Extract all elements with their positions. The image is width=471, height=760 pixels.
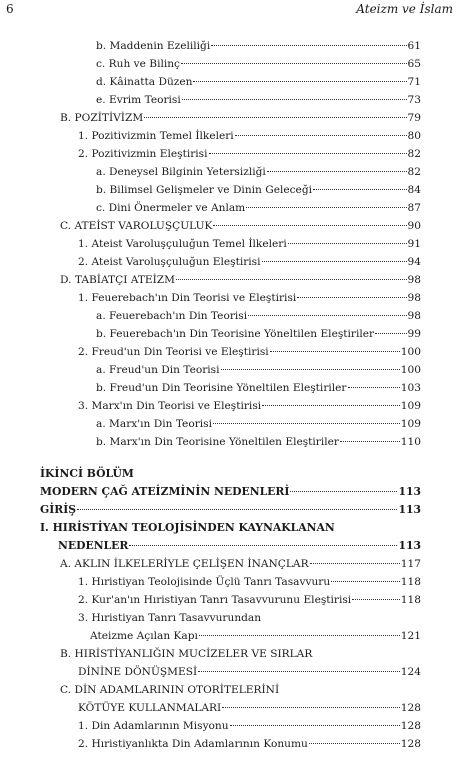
- toc-entry: [78, 611, 421, 625]
- toc-entry: [96, 75, 421, 89]
- toc-entry: [96, 417, 421, 431]
- toc-entry: [78, 237, 421, 251]
- dot-leader: [248, 315, 406, 316]
- dot-leader: [230, 725, 400, 726]
- toc-entry-title: D. TABİATÇI ATEİZM: [60, 274, 176, 286]
- toc-entry-page: 87: [407, 202, 421, 214]
- toc-entry: [90, 629, 421, 643]
- toc-entry-page: 103: [400, 382, 421, 394]
- toc-entry: [40, 485, 421, 499]
- toc-entry-title: a. Freud'un Din Teorisi: [96, 364, 220, 376]
- toc-entry-title: a. Marx'ın Din Teorisi: [96, 418, 212, 430]
- toc-entry-page: 94: [407, 256, 421, 268]
- dot-leader: [310, 563, 400, 564]
- toc-entry: [40, 467, 421, 481]
- toc-entry-title: 2. Pozitivizmin Eleştirisi: [78, 148, 208, 160]
- toc-entry-title: GİRİŞ: [40, 503, 77, 516]
- dot-leader: [262, 261, 407, 262]
- toc-entry: [78, 147, 421, 161]
- toc-entry-title: 1. Ateist Varoluşçuluğun Temel İlkeleri: [78, 238, 287, 250]
- dot-leader: [235, 135, 407, 136]
- toc-entry-page: 113: [398, 485, 421, 498]
- dot-leader: [331, 581, 400, 582]
- toc-entry-title: Ateizme Açılan Kapı: [90, 630, 198, 642]
- toc-entry-title: KÖTÜYE KULLANMALARI: [78, 702, 222, 714]
- toc-entry: [96, 201, 421, 215]
- toc-entry: [78, 665, 421, 679]
- toc-entry: [78, 399, 421, 413]
- dot-leader: [222, 707, 400, 708]
- running-title: Ateizm ve İslam: [356, 2, 453, 16]
- toc-entry: [60, 557, 421, 571]
- toc-entry-page: 98: [407, 310, 421, 322]
- dot-leader: [199, 635, 400, 636]
- toc-entry-title: B. POZİTİVİZM: [60, 112, 144, 124]
- toc-entry-page: 109: [400, 400, 421, 412]
- toc-entry-page: 128: [400, 738, 421, 750]
- toc-entry-title: a. Deneysel Bilginin Yetersizliği: [96, 166, 266, 178]
- dot-leader: [213, 423, 400, 424]
- toc-entry: [78, 255, 421, 269]
- dot-leader: [221, 369, 400, 370]
- toc-entry-title: 2. Kur'an'ın Hıristiyan Tanrı Tasavvurunu Eleştirisi: [78, 594, 352, 606]
- dot-leader: [144, 117, 406, 118]
- dot-leader: [375, 333, 406, 334]
- dot-leader: [270, 351, 400, 352]
- toc-entry-page: 110: [400, 436, 421, 448]
- toc-entry-title: d. Kâinatta Düzen: [96, 76, 193, 88]
- toc-entry-page: 124: [400, 666, 421, 678]
- toc-entry-page: 80: [407, 130, 421, 142]
- toc-entry-page: 117: [400, 558, 421, 570]
- toc-entry-page: 98: [407, 292, 421, 304]
- dot-leader: [267, 171, 407, 172]
- toc-entry-page: 99: [407, 328, 421, 340]
- toc-entry-title: 1. Din Adamlarının Misyonu: [78, 720, 229, 732]
- toc-entry: [96, 165, 421, 179]
- toc-entry-title: 2. Hıristiyanlıkta Din Adamlarının Konumu: [78, 738, 308, 750]
- toc-entry-page: 113: [398, 539, 421, 552]
- toc-entry: [96, 381, 421, 395]
- dot-leader: [262, 405, 400, 406]
- toc-entry-title: 1. Hıristiyan Teolojisinde Üçlü Tanrı Tasavvuru: [78, 576, 331, 588]
- dot-leader: [176, 279, 407, 280]
- toc-entry: [78, 719, 421, 733]
- toc-entry-title: B. HIRİSTİYANLIĞIN MUCİZELER VE SIRLAR: [60, 648, 313, 660]
- toc-entry: [60, 273, 421, 287]
- page-header: [0, 0, 471, 22]
- toc-entry-title: 3. Hıristiyan Tanrı Tasavvurundan: [78, 612, 262, 624]
- toc-entry-page: 82: [407, 166, 421, 178]
- toc-entry: [60, 647, 421, 661]
- dot-leader: [246, 207, 406, 208]
- toc-entry-title: MODERN ÇAĞ ATEİZMİNİN NEDENLERİ: [40, 485, 290, 498]
- toc-entry: [58, 539, 421, 553]
- toc-entry-title: 1. Feuerebach'ın Din Teorisi ve Eleştirisi: [78, 292, 297, 304]
- toc-entry-title: A. AKLIN İLKELERİYLE ÇELİŞEN İNANÇLAR: [60, 558, 309, 570]
- toc-entry-title: c. Dini Önermeler ve Anlam: [96, 202, 246, 214]
- dot-leader: [288, 243, 407, 244]
- dot-leader: [348, 387, 400, 388]
- toc-entry: [96, 435, 421, 449]
- toc-entry-page: 121: [400, 630, 421, 642]
- toc-entry-title: İKİNCİ BÖLÜM: [40, 467, 134, 480]
- toc-entry-page: 118: [400, 576, 421, 588]
- toc-entry-title: b. Marx'ın Din Teorisine Yöneltilen Eleştiriler: [96, 436, 339, 448]
- toc-entry: [96, 93, 421, 107]
- toc-entry-title: 3. Marx'ın Din Teorisi ve Eleştirisi: [78, 400, 262, 412]
- toc-entry-title: b. Feuerebach'ın Din Teorisine Yöneltilen Eleştiriler: [96, 328, 375, 340]
- toc-entry: [96, 57, 421, 71]
- toc-entry-title: e. Evrim Teorisi: [96, 94, 181, 106]
- toc-entry: [60, 219, 421, 233]
- page-number: 6: [6, 2, 14, 16]
- dot-leader: [340, 441, 400, 442]
- toc-entry-page: 84: [407, 184, 421, 196]
- toc-entry: [78, 737, 421, 751]
- toc-entry: [78, 701, 421, 715]
- dot-leader: [193, 81, 406, 82]
- toc-entry: [78, 575, 421, 589]
- toc-entry-page: 100: [400, 364, 421, 376]
- dot-leader: [313, 189, 407, 190]
- toc-entry: [78, 345, 421, 359]
- toc-entry-title: C. ATEİST VAROLUŞÇULUK: [60, 220, 213, 232]
- dot-leader: [352, 599, 400, 600]
- toc-entry-title: NEDENLER: [58, 539, 129, 552]
- toc-entry-page: 128: [400, 702, 421, 714]
- toc-entry-page: 79: [407, 112, 421, 124]
- dot-leader: [182, 99, 407, 100]
- dot-leader: [213, 225, 406, 226]
- toc-entry-title: b. Freud'un Din Teorisine Yöneltilen Eleştiriler: [96, 382, 347, 394]
- toc-entry-page: 73: [407, 94, 421, 106]
- toc-entry: [60, 111, 421, 125]
- toc-entry-title: b. Maddenin Ezeliliği: [96, 40, 211, 52]
- toc-entry-page: 118: [400, 594, 421, 606]
- toc-entry-page: 65: [407, 58, 421, 70]
- toc-entry-page: 98: [407, 274, 421, 286]
- toc-entry: [96, 363, 421, 377]
- dot-leader: [209, 153, 407, 154]
- toc-entry-page: 113: [398, 503, 421, 516]
- toc-entry-page: 128: [400, 720, 421, 732]
- toc-entry-title: C. DİN ADAMLARININ OTORİTELERİNİ: [60, 684, 280, 696]
- toc-entry: [40, 521, 421, 535]
- toc-entry: [96, 309, 421, 323]
- toc-entry-page: 90: [407, 220, 421, 232]
- toc-entry-title: I. HIRİSTİYAN TEOLOJİSİNDEN KAYNAKLANAN: [40, 521, 335, 534]
- dot-leader: [297, 297, 406, 298]
- toc-entry-title: a. Feuerebach'ın Din Teorisi: [96, 310, 248, 322]
- dot-leader: [309, 743, 400, 744]
- toc-entry-page: 100: [400, 346, 421, 358]
- toc-entry-page: 61: [407, 40, 421, 52]
- toc-entry: [96, 183, 421, 197]
- toc-entry-title: 2. Ateist Varoluşçuluğun Eleştirisi: [78, 256, 261, 268]
- toc-entry: [60, 683, 421, 697]
- toc-entry: [96, 327, 421, 341]
- dot-leader: [198, 671, 400, 672]
- dot-leader: [129, 545, 397, 546]
- toc-entry: [78, 593, 421, 607]
- toc-entry-page: 109: [400, 418, 421, 430]
- toc-entry-title: b. Bilimsel Gelişmeler ve Dinin Geleceği: [96, 184, 312, 196]
- toc-entry-title: DİNİNE DÖNÜŞMESİ: [78, 666, 198, 678]
- toc-entry: [78, 129, 421, 143]
- dot-leader: [77, 509, 397, 510]
- dot-leader: [181, 63, 407, 64]
- toc-entry-page: 91: [407, 238, 421, 250]
- dot-leader: [290, 491, 397, 492]
- toc-entry-title: 2. Freud'un Din Teorisi ve Eleştirisi: [78, 346, 269, 358]
- toc-entry-title: c. Ruh ve Bilinç: [96, 58, 180, 70]
- toc-entry-title: 1. Pozitivizmin Temel İlkeleri: [78, 130, 234, 142]
- toc-entry-page: 71: [407, 76, 421, 88]
- toc-entry: [96, 39, 421, 53]
- toc-entry: [78, 291, 421, 305]
- toc-entry-page: 82: [407, 148, 421, 160]
- dot-leader: [211, 45, 406, 46]
- toc-entry: [40, 503, 421, 517]
